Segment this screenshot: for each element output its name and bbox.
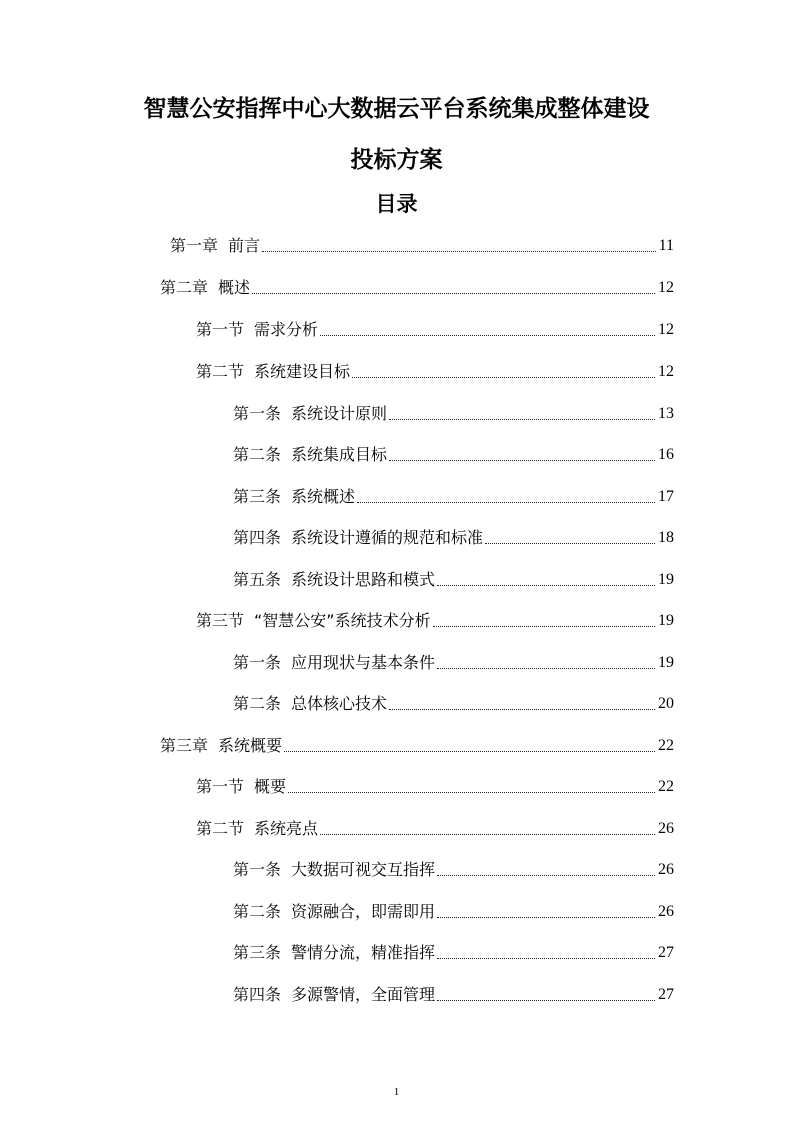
toc-entry-label: “智慧公安”系统技术分析 [254, 611, 431, 630]
toc-entry-section[interactable] [196, 314, 674, 340]
toc-entry-page: 27 [658, 986, 674, 1003]
toc-entry-label: 多源警情，全面管理 [291, 985, 436, 1004]
toc-entry-number: 第四条 [233, 528, 282, 547]
toc-entry-number: 第三章 [160, 736, 209, 755]
toc-entry-page: 20 [658, 695, 674, 712]
dot-leader [389, 419, 655, 420]
toc-entry-article[interactable] [233, 854, 674, 880]
dot-leader [437, 1000, 655, 1001]
dot-leader [288, 792, 655, 793]
dot-leader [320, 335, 655, 336]
toc-entry-page: 19 [658, 612, 674, 629]
toc-entry-article[interactable] [233, 979, 674, 1005]
toc-entry-page: 11 [658, 237, 674, 254]
toc-entry-article[interactable] [233, 647, 674, 673]
toc-entry-label: 系统集成目标 [291, 445, 388, 464]
dot-leader [437, 585, 655, 586]
toc-entry-number: 第一条 [233, 404, 282, 423]
toc-entry-article[interactable] [233, 896, 674, 922]
document-title-line2: 投标方案 [350, 147, 443, 173]
toc-entry-page: 26 [658, 861, 674, 878]
dot-leader [262, 251, 656, 252]
toc-entry-number: 第二条 [233, 902, 282, 921]
toc-entry-label: 概述 [218, 278, 251, 297]
dot-leader [437, 875, 655, 876]
toc-entry-label: 系统概要 [218, 736, 283, 755]
toc-entry-label: 系统设计遵循的规范和标准 [291, 528, 484, 547]
toc-entry-chapter-2[interactable] [160, 272, 674, 298]
toc-entry-page: 26 [658, 820, 674, 837]
toc-entry-label: 需求分析 [254, 320, 319, 339]
toc-entry-number: 第一条 [233, 860, 282, 879]
page-number: 1 [393, 1086, 400, 1098]
toc-entry-article[interactable] [233, 522, 674, 548]
toc-entry-label: 资源融合，即需即用 [291, 902, 436, 921]
toc-entry-page: 22 [658, 737, 674, 754]
toc-entry-article[interactable] [233, 398, 674, 424]
toc-entry-number: 第二条 [233, 445, 282, 464]
toc-entry-article[interactable] [233, 439, 674, 465]
toc-entry-label: 系统设计思路和模式 [291, 570, 436, 589]
toc-entry-page: 12 [658, 279, 674, 296]
toc-entry-label: 概要 [254, 777, 287, 796]
toc-entry-page: 17 [658, 488, 674, 505]
toc-entry-number: 第二节 [196, 819, 245, 838]
toc-entry-section[interactable] [196, 356, 674, 382]
dot-leader [389, 709, 655, 710]
toc-entry-label: 系统概述 [291, 487, 356, 506]
toc-entry-article[interactable] [233, 564, 674, 590]
toc-entry-number: 第二节 [196, 362, 245, 381]
dot-leader [389, 460, 655, 461]
dot-leader [437, 958, 655, 959]
toc-entry-number: 第五条 [233, 570, 282, 589]
toc-entry-number: 第二条 [233, 694, 282, 713]
toc-entry-number: 第一章 [170, 236, 219, 255]
dot-leader [437, 668, 655, 669]
toc-entry-number: 第四条 [233, 985, 282, 1004]
toc-entry-page: 19 [658, 571, 674, 588]
toc-entry-page: 12 [658, 321, 674, 338]
toc-entry-article[interactable] [233, 937, 674, 963]
toc-entry-page: 16 [658, 446, 674, 463]
toc-entry-label: 总体核心技术 [291, 694, 388, 713]
toc-entry-number: 第一条 [233, 653, 282, 672]
toc-entry-number: 第三节 [196, 611, 245, 630]
toc-entry-chapter-1[interactable] [170, 230, 674, 256]
dot-leader [284, 751, 655, 752]
toc-entry-label: 应用现状与基本条件 [291, 653, 436, 672]
dot-leader [485, 543, 655, 544]
toc-entry-number: 第三条 [233, 943, 282, 962]
toc-entry-section[interactable] [196, 813, 674, 839]
dot-leader [433, 626, 655, 627]
toc-entry-page: 26 [658, 903, 674, 920]
toc-entry-number: 第二章 [160, 278, 209, 297]
toc-entry-label: 大数据可视交互指挥 [291, 860, 436, 879]
dot-leader [437, 917, 655, 918]
toc-entry-number: 第一节 [196, 777, 245, 796]
toc-entry-page: 13 [658, 405, 674, 422]
toc-entry-section[interactable] [196, 771, 674, 797]
toc-entry-page: 18 [658, 529, 674, 546]
toc-entry-chapter-3[interactable] [160, 730, 674, 756]
toc-entry-article[interactable] [233, 481, 674, 507]
dot-leader [352, 377, 655, 378]
toc-entry-article[interactable] [233, 688, 674, 714]
document-title-line1: 智慧公安指挥中心大数据云平台系统集成整体建设 [143, 96, 650, 122]
dot-leader [320, 834, 655, 835]
toc-entry-label: 系统建设目标 [254, 362, 351, 381]
toc-entry-number: 第一节 [196, 320, 245, 339]
toc-entry-label: 前言 [228, 236, 261, 255]
toc-heading: 目录 [375, 192, 418, 216]
toc-entry-page: 19 [658, 654, 674, 671]
toc-entry-label: 系统设计原则 [291, 404, 388, 423]
dot-leader [252, 293, 655, 294]
toc-entry-page: 27 [658, 944, 674, 961]
toc-entry-section[interactable] [196, 605, 674, 631]
toc-entry-page: 12 [658, 363, 674, 380]
toc-entry-page: 22 [658, 778, 674, 795]
toc-entry-number: 第三条 [233, 487, 282, 506]
toc-entry-label: 警情分流，精准指挥 [291, 943, 436, 962]
dot-leader [357, 502, 655, 503]
toc-entry-label: 系统亮点 [254, 819, 319, 838]
